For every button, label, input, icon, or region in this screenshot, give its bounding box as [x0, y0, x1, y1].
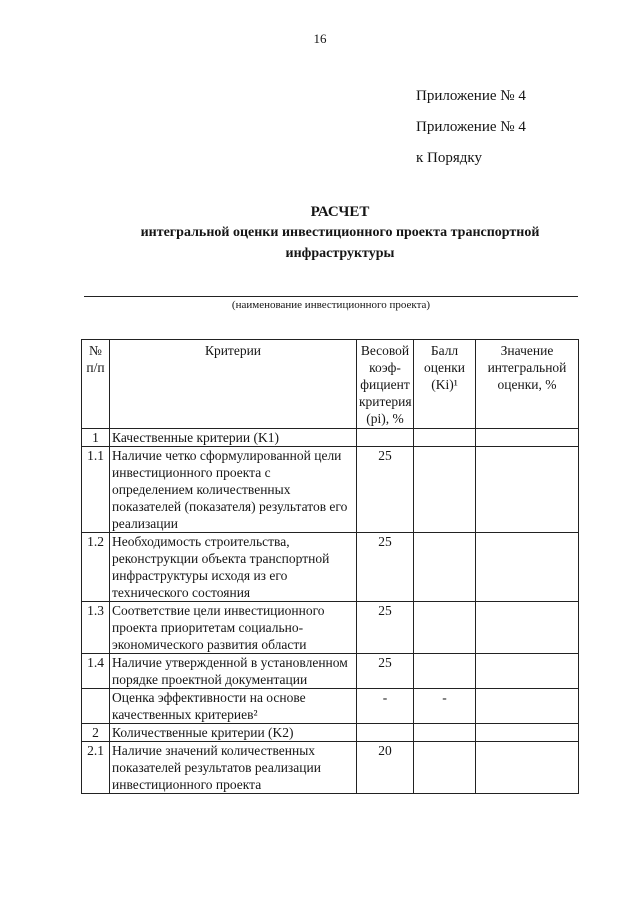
row-criteria: Наличие четко сформулированной цели инвестиционного проекта с определением количественных показателей (показателя) результатов его реализации — [110, 447, 357, 533]
row-number: 1.2 — [82, 533, 110, 602]
table-row — [82, 689, 579, 724]
row-number: 1.1 — [82, 447, 110, 533]
row-weight: 25 — [357, 533, 414, 602]
row-weight: 25 — [357, 602, 414, 654]
header-score: Балл оценки (Ki)¹ — [414, 340, 476, 429]
row-value — [476, 724, 579, 742]
row-weight: 25 — [357, 654, 414, 689]
criteria-table — [81, 339, 579, 794]
table-row — [82, 654, 579, 689]
table-row — [82, 602, 579, 654]
row-number: 1.4 — [82, 654, 110, 689]
row-score — [414, 724, 476, 742]
row-score: - — [414, 689, 476, 724]
project-name-caption: (наименование инвестиционного проекта) — [231, 299, 431, 311]
row-value — [476, 447, 579, 533]
table-row — [82, 533, 579, 602]
page-number: 16 — [313, 31, 327, 46]
row-weight: 25 — [357, 447, 414, 533]
row-criteria: Наличие значений количественных показателей результатов реализации инвестиционного проекта — [110, 742, 357, 794]
appendix-line-1: Приложение № 4 — [416, 88, 526, 104]
row-criteria: Соответствие цели инвестиционного проекта приоритетам социально-экономического развития области — [110, 602, 357, 654]
row-weight: 20 — [357, 742, 414, 794]
row-score — [414, 742, 476, 794]
row-number: 2 — [82, 724, 110, 742]
row-value — [476, 602, 579, 654]
row-number — [82, 689, 110, 724]
header-number: № п/п — [82, 340, 110, 429]
document-title — [60, 203, 620, 263]
row-value — [476, 533, 579, 602]
appendix-line-2: Приложение № 4 — [416, 119, 526, 135]
row-number: 1 — [82, 429, 110, 447]
table-row — [82, 742, 579, 794]
table-header-row — [82, 340, 579, 429]
title-subtitle-line-1: интегральной оценки инвестиционного проекта транспортной — [140, 225, 540, 240]
row-weight — [357, 724, 414, 742]
row-number: 2.1 — [82, 742, 110, 794]
row-score — [414, 602, 476, 654]
row-weight — [357, 429, 414, 447]
title-main: РАСЧЕТ — [310, 204, 370, 220]
row-number: 1.3 — [82, 602, 110, 654]
row-score — [414, 447, 476, 533]
header-weight: Весовой коэф- фициент критерия (pi), % — [357, 340, 414, 429]
row-criteria: Оценка эффективности на основе качественных критериев² — [110, 689, 357, 724]
row-criteria: Количественные критерии (K2) — [110, 724, 357, 742]
title-subtitle-line-2: инфраструктуры — [285, 246, 395, 261]
row-value — [476, 742, 579, 794]
header-criteria: Критерии — [110, 340, 357, 429]
row-criteria: Наличие утвержденной в установленном порядке проектной документации — [110, 654, 357, 689]
table-row — [82, 447, 579, 533]
row-score — [414, 654, 476, 689]
project-name-line — [84, 296, 578, 297]
row-weight: - — [357, 689, 414, 724]
row-value — [476, 654, 579, 689]
row-score — [414, 533, 476, 602]
header-value: Значение интегральной оценки, % — [476, 340, 579, 429]
row-score — [414, 429, 476, 447]
row-criteria: Необходимость строительства, реконструкции объекта транспортной инфраструктуры исходя из его технического состояния — [110, 533, 357, 602]
appendix-line-3: к Порядку — [416, 150, 482, 166]
row-value — [476, 429, 579, 447]
table-row — [82, 724, 579, 742]
table-row — [82, 429, 579, 447]
row-criteria: Качественные критерии (K1) — [110, 429, 357, 447]
row-value — [476, 689, 579, 724]
